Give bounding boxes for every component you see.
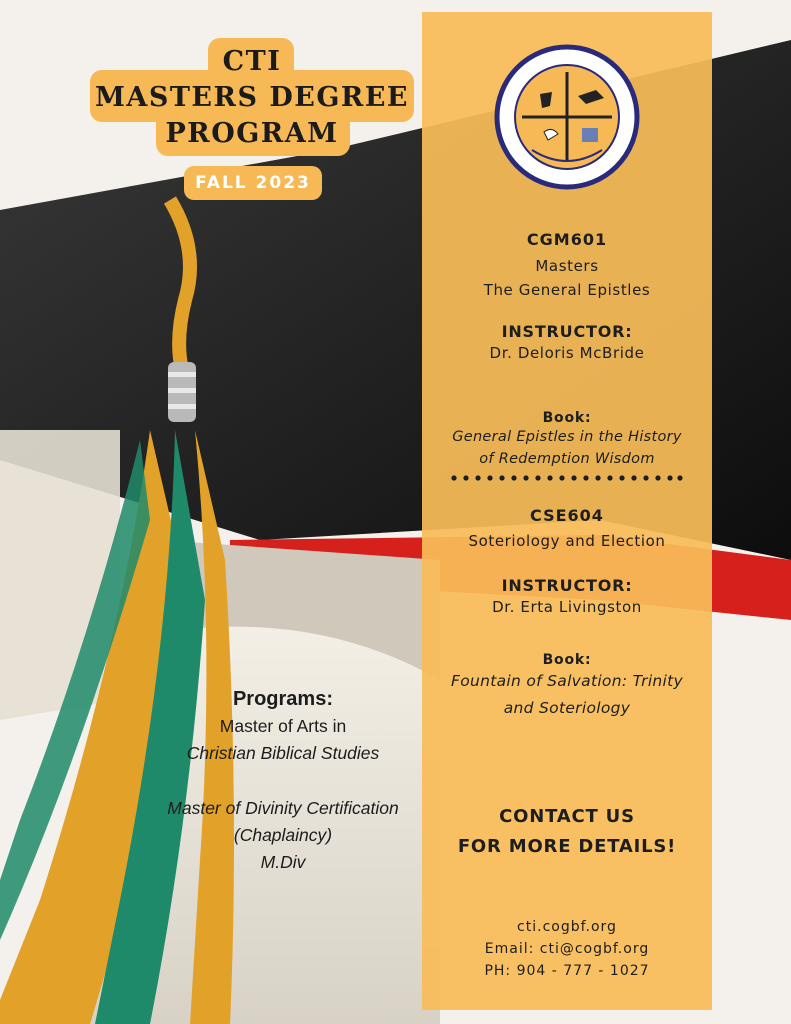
book-title-line: General Epistles in the History: [452, 429, 682, 445]
program-item: (Chaplaincy): [233, 825, 333, 845]
instructor-heading: INSTRUCTOR:: [501, 576, 633, 595]
title-badge: [90, 38, 414, 156]
book-heading: Book:: [542, 410, 592, 426]
book-title-line: Fountain of Salvation: Trinity: [450, 672, 684, 690]
contact-heading: FOR MORE DETAILS!: [457, 836, 677, 857]
programs-heading: Programs:: [232, 688, 334, 710]
email-link[interactable]: Email: cti@cogbf.org: [484, 941, 650, 957]
course-code: CSE604: [530, 506, 604, 525]
course-title-line: The General Epistles: [483, 281, 651, 299]
program-item: Christian Biblical Studies: [186, 743, 380, 763]
course-title-line: Masters: [535, 257, 599, 275]
program-item: M.Div: [260, 852, 306, 872]
contact-heading: CONTACT US: [499, 806, 635, 827]
course-info-panel: [422, 12, 712, 1010]
instructor-heading: INSTRUCTOR:: [501, 322, 633, 341]
course-code: CGM601: [526, 230, 608, 249]
course-title-line: Soteriology and Election: [468, 532, 666, 550]
book-heading: Book:: [542, 652, 592, 668]
instructor-name: Dr. Erta Livingston: [492, 598, 642, 616]
term-badge: FALL 2023: [184, 166, 322, 200]
website-link[interactable]: cti.cogbf.org: [517, 919, 617, 935]
book-title-line: and Soteriology: [503, 699, 631, 717]
institute-seal-logo: [492, 42, 642, 192]
program-title: CTI MASTERS DEGREE PROGRAM: [95, 46, 409, 149]
program-item: Master of Arts in: [219, 716, 347, 736]
phone-number: PH: 904 - 777 - 1027: [484, 963, 650, 979]
instructor-name: Dr. Deloris McBride: [489, 344, 645, 362]
programs-list: [148, 686, 418, 876]
book-title-line: of Redemption Wisdom: [479, 451, 655, 467]
dotted-divider: [450, 474, 684, 482]
program-item: Master of Divinity Certification: [167, 798, 399, 818]
